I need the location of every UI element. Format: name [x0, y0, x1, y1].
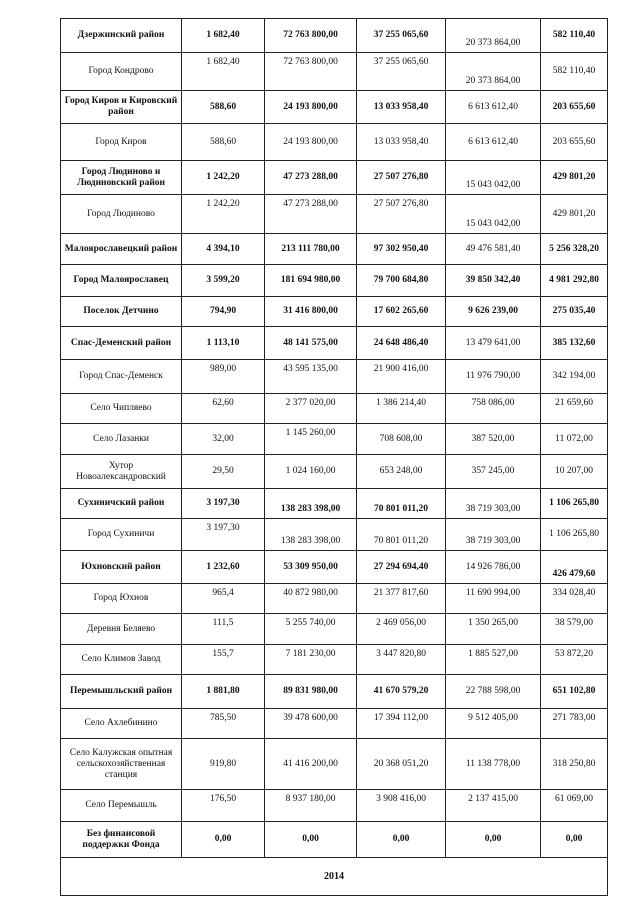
value-cell: 1 106 265,80 — [541, 489, 608, 519]
territory-name: Село Лазанки — [61, 424, 182, 455]
value-cell: 318 250,80 — [541, 739, 608, 790]
territory-name: Юхновский район — [61, 551, 182, 584]
value-cell: 20 373 864,00 — [446, 53, 541, 91]
value-cell: 21 900 416,00 — [357, 360, 446, 394]
value-cell: 27 507 276,80 — [357, 195, 446, 234]
value-cell: 785,50 — [182, 709, 265, 739]
table-row — [61, 297, 608, 327]
value-cell: 32,00 — [182, 424, 265, 455]
value-cell: 1 113,10 — [182, 327, 265, 360]
value-cell: 31 416 800,00 — [265, 297, 357, 327]
value-cell: 651 102,80 — [541, 675, 608, 709]
table-row — [61, 53, 608, 91]
value-cell: 582 110,40 — [541, 53, 608, 91]
value-cell: 38 719 303,00 — [446, 519, 541, 551]
value-cell: 429 801,20 — [541, 195, 608, 234]
value-cell: 588,60 — [182, 124, 265, 161]
table-row — [61, 645, 608, 675]
territory-name: Город Кондрово — [61, 53, 182, 91]
value-cell: 2 377 020,00 — [265, 394, 357, 424]
table-row — [61, 19, 608, 53]
value-cell: 0,00 — [182, 822, 265, 858]
value-cell: 111,5 — [182, 614, 265, 645]
value-cell: 20 368 051,20 — [357, 739, 446, 790]
value-cell: 1 232,60 — [182, 551, 265, 584]
value-cell: 582 110,40 — [541, 19, 608, 53]
value-cell: 155,7 — [182, 645, 265, 675]
value-cell: 989,00 — [182, 360, 265, 394]
value-cell: 1 350 265,00 — [446, 614, 541, 645]
value-cell: 758 086,00 — [446, 394, 541, 424]
territory-name: Село Перемышль — [61, 790, 182, 822]
value-cell: 17 602 265,60 — [357, 297, 446, 327]
value-cell: 53 872,20 — [541, 645, 608, 675]
value-cell: 426 479,60 — [541, 551, 608, 584]
territory-name: Поселок Детчино — [61, 297, 182, 327]
value-cell: 1 145 260,00 — [265, 424, 357, 455]
value-cell: 203 655,60 — [541, 91, 608, 124]
value-cell: 588,60 — [182, 91, 265, 124]
value-cell: 3 197,30 — [182, 519, 265, 551]
value-cell: 213 111 780,00 — [265, 234, 357, 265]
value-cell: 79 700 684,80 — [357, 265, 446, 297]
value-cell: 37 255 065,60 — [357, 19, 446, 53]
table-row — [61, 455, 608, 489]
value-cell: 0,00 — [446, 822, 541, 858]
territory-name: Село Ахлебинино — [61, 709, 182, 739]
value-cell: 9 626 239,00 — [446, 297, 541, 327]
value-cell: 4 981 292,80 — [541, 265, 608, 297]
value-cell: 919,80 — [182, 739, 265, 790]
value-cell: 0,00 — [357, 822, 446, 858]
table-row — [61, 739, 608, 790]
value-cell: 24 193 800,00 — [265, 91, 357, 124]
value-cell: 24 648 486,40 — [357, 327, 446, 360]
value-cell: 62,60 — [182, 394, 265, 424]
value-cell: 53 309 950,00 — [265, 551, 357, 584]
value-cell: 10 207,00 — [541, 455, 608, 489]
territory-name: Перемышльский район — [61, 675, 182, 709]
value-cell: 43 595 135,00 — [265, 360, 357, 394]
value-cell: 794,90 — [182, 297, 265, 327]
value-cell: 24 193 800,00 — [265, 124, 357, 161]
value-cell: 3 599,20 — [182, 265, 265, 297]
territory-name: Малоярославецкий район — [61, 234, 182, 265]
value-cell: 1 682,40 — [182, 53, 265, 91]
value-cell: 342 194,00 — [541, 360, 608, 394]
year-row — [61, 858, 608, 896]
value-cell: 0,00 — [541, 822, 608, 858]
territory-name: Село Чипляево — [61, 394, 182, 424]
value-cell: 3 197,30 — [182, 489, 265, 519]
value-cell: 1 682,40 — [182, 19, 265, 53]
table-row — [61, 790, 608, 822]
value-cell: 708 608,00 — [357, 424, 446, 455]
value-cell: 965,4 — [182, 584, 265, 614]
value-cell: 2 469 056,00 — [357, 614, 446, 645]
value-cell: 653 248,00 — [357, 455, 446, 489]
table-row — [61, 675, 608, 709]
value-cell: 40 872 980,00 — [265, 584, 357, 614]
territory-name: Хутор Новоалександровский — [61, 455, 182, 489]
year-label: 2014 — [61, 858, 608, 896]
value-cell: 39 478 600,00 — [265, 709, 357, 739]
table-row — [61, 709, 608, 739]
value-cell: 9 512 405,00 — [446, 709, 541, 739]
table-row — [61, 394, 608, 424]
territory-name: Село Климов Завод — [61, 645, 182, 675]
value-cell: 97 302 950,40 — [357, 234, 446, 265]
table-row — [61, 91, 608, 124]
value-cell: 20 373 864,00 — [446, 19, 541, 53]
value-cell: 7 181 230,00 — [265, 645, 357, 675]
value-cell: 1 881,80 — [182, 675, 265, 709]
value-cell: 6 613 612,40 — [446, 124, 541, 161]
value-cell: 181 694 980,00 — [265, 265, 357, 297]
value-cell: 13 033 958,40 — [357, 124, 446, 161]
table-row — [61, 822, 608, 858]
value-cell: 138 283 398,00 — [265, 489, 357, 519]
territory-name: Город Людиново — [61, 195, 182, 234]
value-cell: 5 255 740,00 — [265, 614, 357, 645]
table-row — [61, 519, 608, 551]
value-cell: 27 507 276,80 — [357, 161, 446, 195]
value-cell: 15 043 042,00 — [446, 161, 541, 195]
value-cell: 38 719 303,00 — [446, 489, 541, 519]
value-cell: 29,50 — [182, 455, 265, 489]
value-cell: 13 479 641,00 — [446, 327, 541, 360]
value-cell: 203 655,60 — [541, 124, 608, 161]
funding-table — [60, 18, 608, 896]
table-row — [61, 124, 608, 161]
table-row — [61, 234, 608, 265]
value-cell: 387 520,00 — [446, 424, 541, 455]
table-row — [61, 584, 608, 614]
value-cell: 41 416 200,00 — [265, 739, 357, 790]
territory-name: Без финансовой поддержки Фонда — [61, 822, 182, 858]
territory-name: Город Спас-Деменск — [61, 360, 182, 394]
value-cell: 6 613 612,40 — [446, 91, 541, 124]
value-cell: 22 788 598,00 — [446, 675, 541, 709]
value-cell: 275 035,40 — [541, 297, 608, 327]
value-cell: 15 043 042,00 — [446, 195, 541, 234]
value-cell: 13 033 958,40 — [357, 91, 446, 124]
territory-name: Город Малоярославец — [61, 265, 182, 297]
value-cell: 49 476 581,40 — [446, 234, 541, 265]
value-cell: 429 801,20 — [541, 161, 608, 195]
value-cell: 1 242,20 — [182, 161, 265, 195]
value-cell: 48 141 575,00 — [265, 327, 357, 360]
table-body — [61, 19, 608, 896]
value-cell: 41 670 579,20 — [357, 675, 446, 709]
value-cell: 2 137 415,00 — [446, 790, 541, 822]
value-cell: 1 885 527,00 — [446, 645, 541, 675]
table-row — [61, 161, 608, 195]
territory-name: Город Киров — [61, 124, 182, 161]
table-row — [61, 360, 608, 394]
value-cell: 11 690 994,00 — [446, 584, 541, 614]
table-row — [61, 265, 608, 297]
value-cell: 21 377 817,60 — [357, 584, 446, 614]
territory-name: Город Людиново и Людиновский район — [61, 161, 182, 195]
territory-name: Город Юхнов — [61, 584, 182, 614]
table-row — [61, 489, 608, 519]
value-cell: 89 831 980,00 — [265, 675, 357, 709]
value-cell: 4 394,10 — [182, 234, 265, 265]
table-row — [61, 195, 608, 234]
value-cell: 176,50 — [182, 790, 265, 822]
value-cell: 385 132,60 — [541, 327, 608, 360]
value-cell: 21 659,60 — [541, 394, 608, 424]
territory-name: Спас-Деменский район — [61, 327, 182, 360]
territory-name: Сухиничский район — [61, 489, 182, 519]
value-cell: 1 386 214,40 — [357, 394, 446, 424]
territory-name: Деревня Беляево — [61, 614, 182, 645]
value-cell: 271 783,00 — [541, 709, 608, 739]
value-cell: 1 242,20 — [182, 195, 265, 234]
value-cell: 11 072,00 — [541, 424, 608, 455]
value-cell: 47 273 288,00 — [265, 195, 357, 234]
territory-name: Город Сухиничи — [61, 519, 182, 551]
value-cell: 27 294 694,40 — [357, 551, 446, 584]
value-cell: 39 850 342,40 — [446, 265, 541, 297]
value-cell: 72 763 800,00 — [265, 19, 357, 53]
value-cell: 38 579,00 — [541, 614, 608, 645]
table-row — [61, 614, 608, 645]
value-cell: 11 976 790,00 — [446, 360, 541, 394]
value-cell: 334 028,40 — [541, 584, 608, 614]
territory-name: Дзержинский район — [61, 19, 182, 53]
value-cell: 72 763 800,00 — [265, 53, 357, 91]
value-cell: 3 908 416,00 — [357, 790, 446, 822]
value-cell: 357 245,00 — [446, 455, 541, 489]
value-cell: 14 926 786,00 — [446, 551, 541, 584]
table-row — [61, 424, 608, 455]
value-cell: 17 394 112,00 — [357, 709, 446, 739]
value-cell: 0,00 — [265, 822, 357, 858]
value-cell: 3 447 820,80 — [357, 645, 446, 675]
value-cell: 70 801 011,20 — [357, 519, 446, 551]
territory-name: Город Киров и Кировский район — [61, 91, 182, 124]
value-cell: 70 801 011,20 — [357, 489, 446, 519]
value-cell: 61 069,00 — [541, 790, 608, 822]
value-cell: 1 106 265,80 — [541, 519, 608, 551]
table-row — [61, 327, 608, 360]
value-cell: 47 273 288,00 — [265, 161, 357, 195]
table-row — [61, 551, 608, 584]
value-cell: 11 138 778,00 — [446, 739, 541, 790]
value-cell: 8 937 180,00 — [265, 790, 357, 822]
territory-name: Село Калужская опытная сельскохозяйственная станция — [61, 739, 182, 790]
value-cell: 138 283 398,00 — [265, 519, 357, 551]
value-cell: 5 256 328,20 — [541, 234, 608, 265]
value-cell: 1 024 160,00 — [265, 455, 357, 489]
value-cell: 37 255 065,60 — [357, 53, 446, 91]
